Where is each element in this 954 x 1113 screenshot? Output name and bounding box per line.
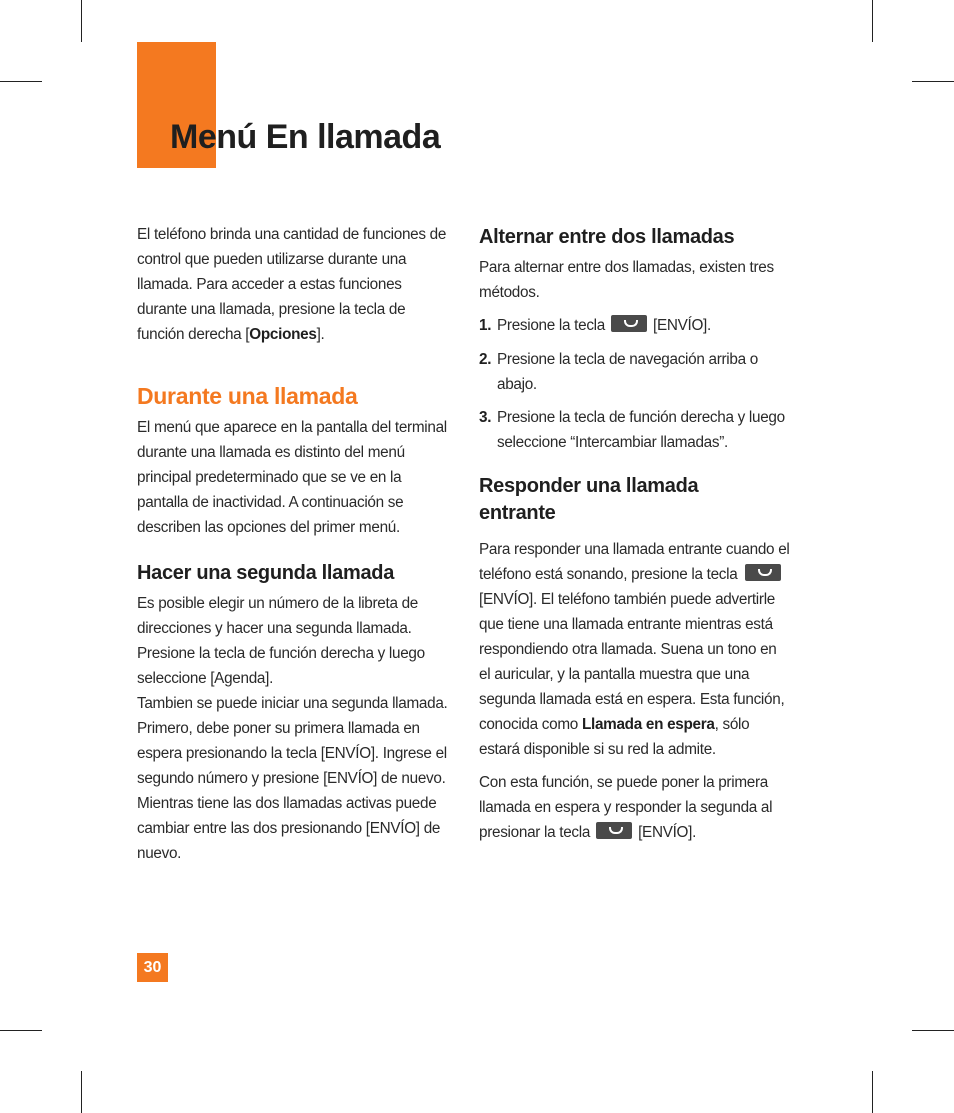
crop-mark [872,1071,873,1113]
step-text: Presione la tecla [497,317,605,334]
page-number: 30 [137,953,168,982]
intro-paragraph [137,222,455,347]
crop-mark [0,1030,42,1031]
crop-mark [81,0,82,42]
intro-text: El teléfono brinda una cantidad de funciones de control que pueden utilizarse durante una llamada. Para acceder a estas funciones durante una llamada, presione la tecla de función derecha [ [137,226,447,343]
list-item [479,313,791,338]
section-body-responder-1 [479,537,791,762]
send-key-icon [596,822,632,839]
list-number: 1. [479,317,492,334]
section-body-segunda-2: Tambien se puede iniciar una segunda llamada. Primero, debe poner su primera llamada en espera presionando la tecla [ENVÍO]. Ingrese el segundo número y presione [ENVÍO] de nuevo. Mientras tiene las dos llamadas activas puede cambiar entre las dos presionando [ENVÍO] de nuevo. [137,695,448,862]
list-text: Presione la tecla de navegación arriba o abajo. [497,351,758,393]
right-column [479,224,791,845]
paragraph-text: [ENVÍO]. [638,824,697,841]
page-title: Menú En llamada [170,118,441,156]
left-column [137,222,455,866]
send-key-icon [745,564,781,581]
crop-mark [912,1030,954,1031]
crop-mark [81,1071,82,1113]
crop-mark [0,81,42,82]
list-item [479,347,791,397]
list-number: 3. [479,409,492,426]
list-number: 2. [479,351,492,368]
section-heading-responder: Responder una llamada entrante [479,475,699,524]
list-text: Presione la tecla de función derecha y luego seleccione “Intercambiar llamadas”. [497,409,785,451]
paragraph-text: [ENVÍO]. El teléfono también puede advertirle que tiene una llamada entrante mientras está respondiendo otra llamada. Suena un tono en el auricular, y la pantalla muestra que una segunda llamada está en espera. Esta función, conocida como [479,591,785,733]
paragraph-text: Con esta función, se puede poner la primera llamada en espera y responder la segunda al presionar la tecla [479,774,773,841]
section-heading-alternar: Alternar entre dos llamadas [479,226,735,248]
paragraph-bold: Llamada en espera [581,716,715,733]
section-heading-durante: Durante una llamada [137,383,358,409]
section-body-durante: El menú que aparece en la pantalla del terminal durante una llamada es distinto del menú principal predeterminado que se ve en la pantalla de inactividad. A continuación se describen las opciones del primer menú. [137,419,447,536]
list-item [479,405,791,455]
section-body-responder-2 [479,770,791,845]
crop-mark [912,81,954,82]
intro-bold: Opciones [249,326,317,343]
paragraph-text: Para responder una llamada entrante cuando el teléfono está sonando, presione la tecla [479,541,790,583]
step-text: [ENVÍO]. [653,317,711,334]
section-body-segunda-1: Es posible elegir un número de la libreta de direcciones y hacer una segunda llamada. Presione la tecla de función derecha y luego seleccione [Agenda]. [137,595,425,687]
crop-mark [872,0,873,42]
paragraph-text: , sólo estará disponible si su red la admite. [479,716,750,758]
send-key-icon [611,315,647,332]
section-intro-alternar: Para alternar entre dos llamadas, existen tres métodos. [479,259,774,301]
section-heading-segunda: Hacer una segunda llamada [137,562,395,584]
list-text [497,313,791,338]
intro-end: ]. [316,326,325,343]
